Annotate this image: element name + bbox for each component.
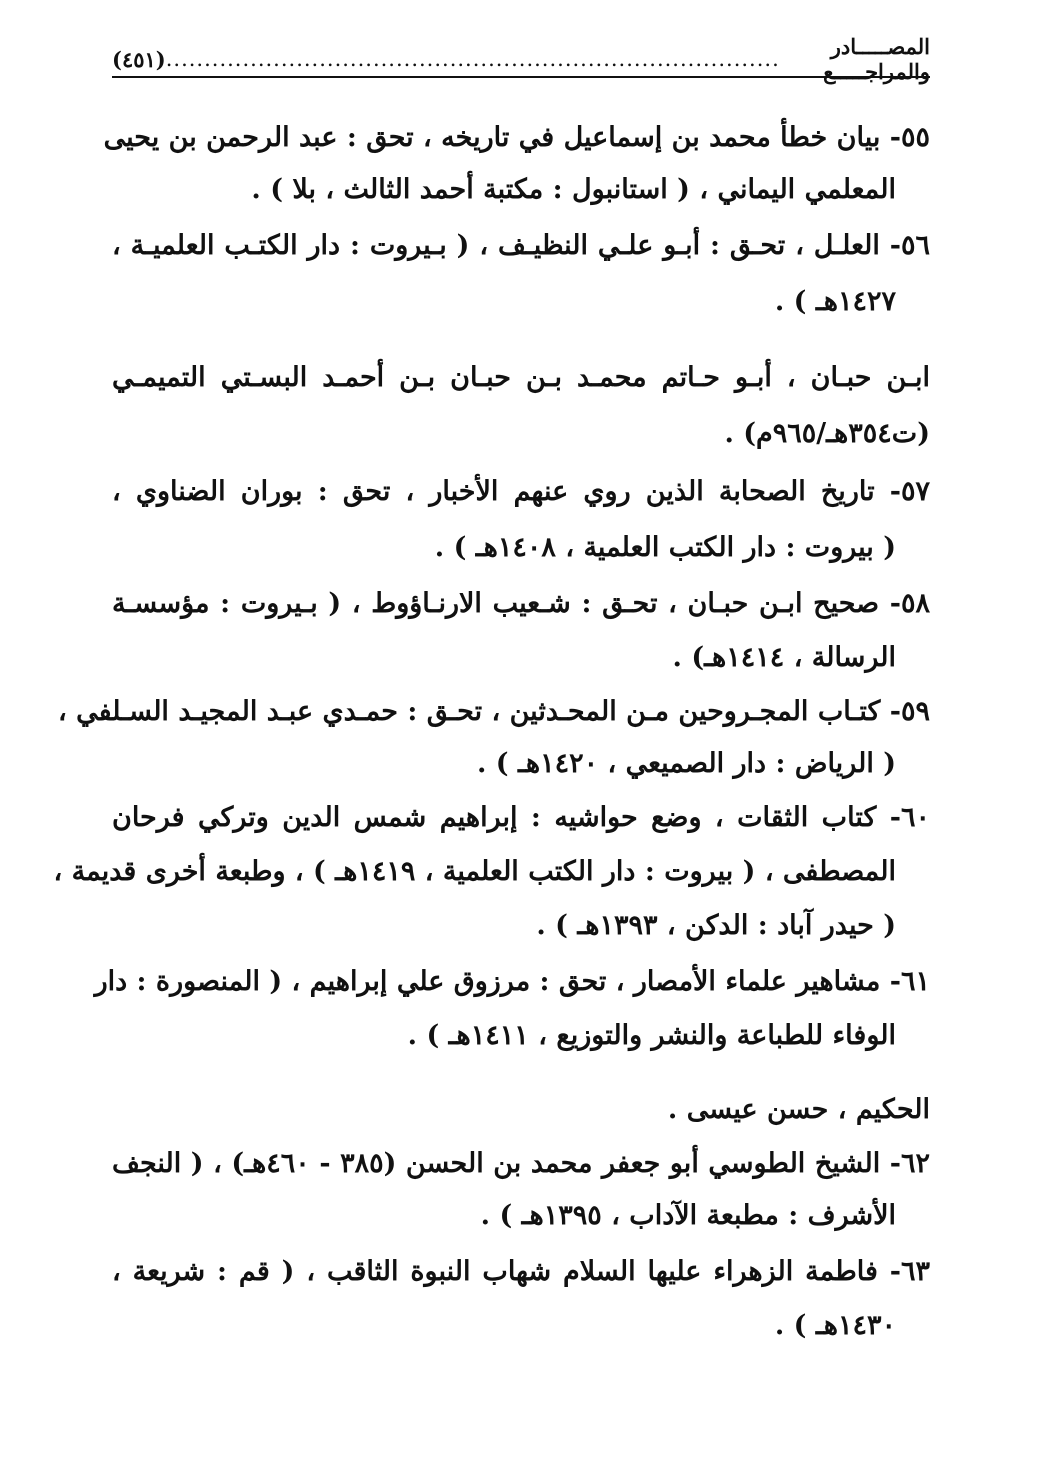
entry-60-line-2: المصطفى ، ( بيروت : دار الكتب العلمية ، ١٤١٩هـ ) ، وطبعة أخرى قديمة ، <box>53 856 896 887</box>
entry-56-line-2: ١٤٢٧هـ ) . <box>774 286 896 317</box>
entry-58-line-2: الرسالة ، ١٤١٤هـ) . <box>672 642 896 673</box>
entry-60-line-1: ٦٠- كتاب الثقات ، وضع حواشيه : إبراهيم شمس الدين وتركي فرحان <box>112 802 930 833</box>
author-ibn-hibban-line-1: ابـن حبـان ، أبـو حـاتم محمـد بـن حبـان بـن أحمـد البسـتي التميمـي <box>112 362 930 393</box>
header-rule <box>112 76 930 78</box>
entry-57-line-1: ٥٧- تاريخ الصحابة الذين روي عنهم الأخبار ، تحق : بوران الضناوي ، <box>112 476 930 507</box>
author-al-hakim: الحكيم ، حسن عيسى . <box>667 1094 930 1125</box>
author-ibn-hibban-line-2: (ت٣٥٤هـ/٩٦٥م) . <box>724 418 930 449</box>
entry-61-line-1: ٦١- مشاهير علماء الأمصار ، تحق : مرزوق علي إبراهيم ، ( المنصورة : دار <box>94 966 930 997</box>
entry-62-line-1: ٦٢- الشيخ الطوسي أبو جعفر محمد بن الحسن (٣٨٥ - ٤٦٠هـ) ، ( النجف <box>112 1148 930 1179</box>
page-number: (٤٥١) <box>112 46 166 72</box>
entry-56-line-1: ٥٦- العلـل ، تحـق : أبـو علـي النظيـف ، ( بـيروت : دار الكتـب العلميـة ، <box>112 230 930 261</box>
entry-62-line-2: الأشرف : مطبعة الآداب ، ١٣٩٥هـ ) . <box>480 1200 896 1231</box>
entry-63-line-1: ٦٣- فاطمة الزهراء عليها السلام شهاب النبوة الثاقب ، ( قم : شريعة ، <box>112 1256 930 1287</box>
entry-60-line-3: ( حيدر آباد : الدكن ، ١٣٩٣هـ ) . <box>536 910 896 941</box>
entry-59-line-2: ( الرياض : دار الصميعي ، ١٤٢٠هـ ) . <box>477 748 896 779</box>
entry-57-line-2: ( بيروت : دار الكتب العلمية ، ١٤٠٨هـ ) . <box>434 532 896 563</box>
running-header <box>112 34 930 84</box>
entry-55-line-2: المعلمي اليماني ، ( استانبول : مكتبة أحمد الثالث ، بلا ) . <box>251 174 896 205</box>
entry-63-line-2: ١٤٣٠هـ ) . <box>774 1310 896 1341</box>
header-dots: ................................................................................ <box>165 47 780 71</box>
header-title: المصـــــادر والمراجـــــع <box>823 34 930 84</box>
entry-55-line-1: ٥٥- بيان خطأ محمد بن إسماعيل في تاريخه ، تحق : عبد الرحمن بن يحيى <box>103 122 930 153</box>
entry-59-line-1: ٥٩- كتـاب المجـروحين مـن المحـدثين ، تحـق : حمـدي عبـد المجيـد السـلفي ، <box>57 696 930 727</box>
entry-58-line-1: ٥٨- صحيح ابـن حبـان ، تحـق : شـعيب الارنـاؤوط ، ( بـيروت : مؤسسـة <box>112 588 930 619</box>
entry-61-line-2: الوفاء للطباعة والنشر والتوزيع ، ١٤١١هـ ) . <box>407 1020 896 1051</box>
